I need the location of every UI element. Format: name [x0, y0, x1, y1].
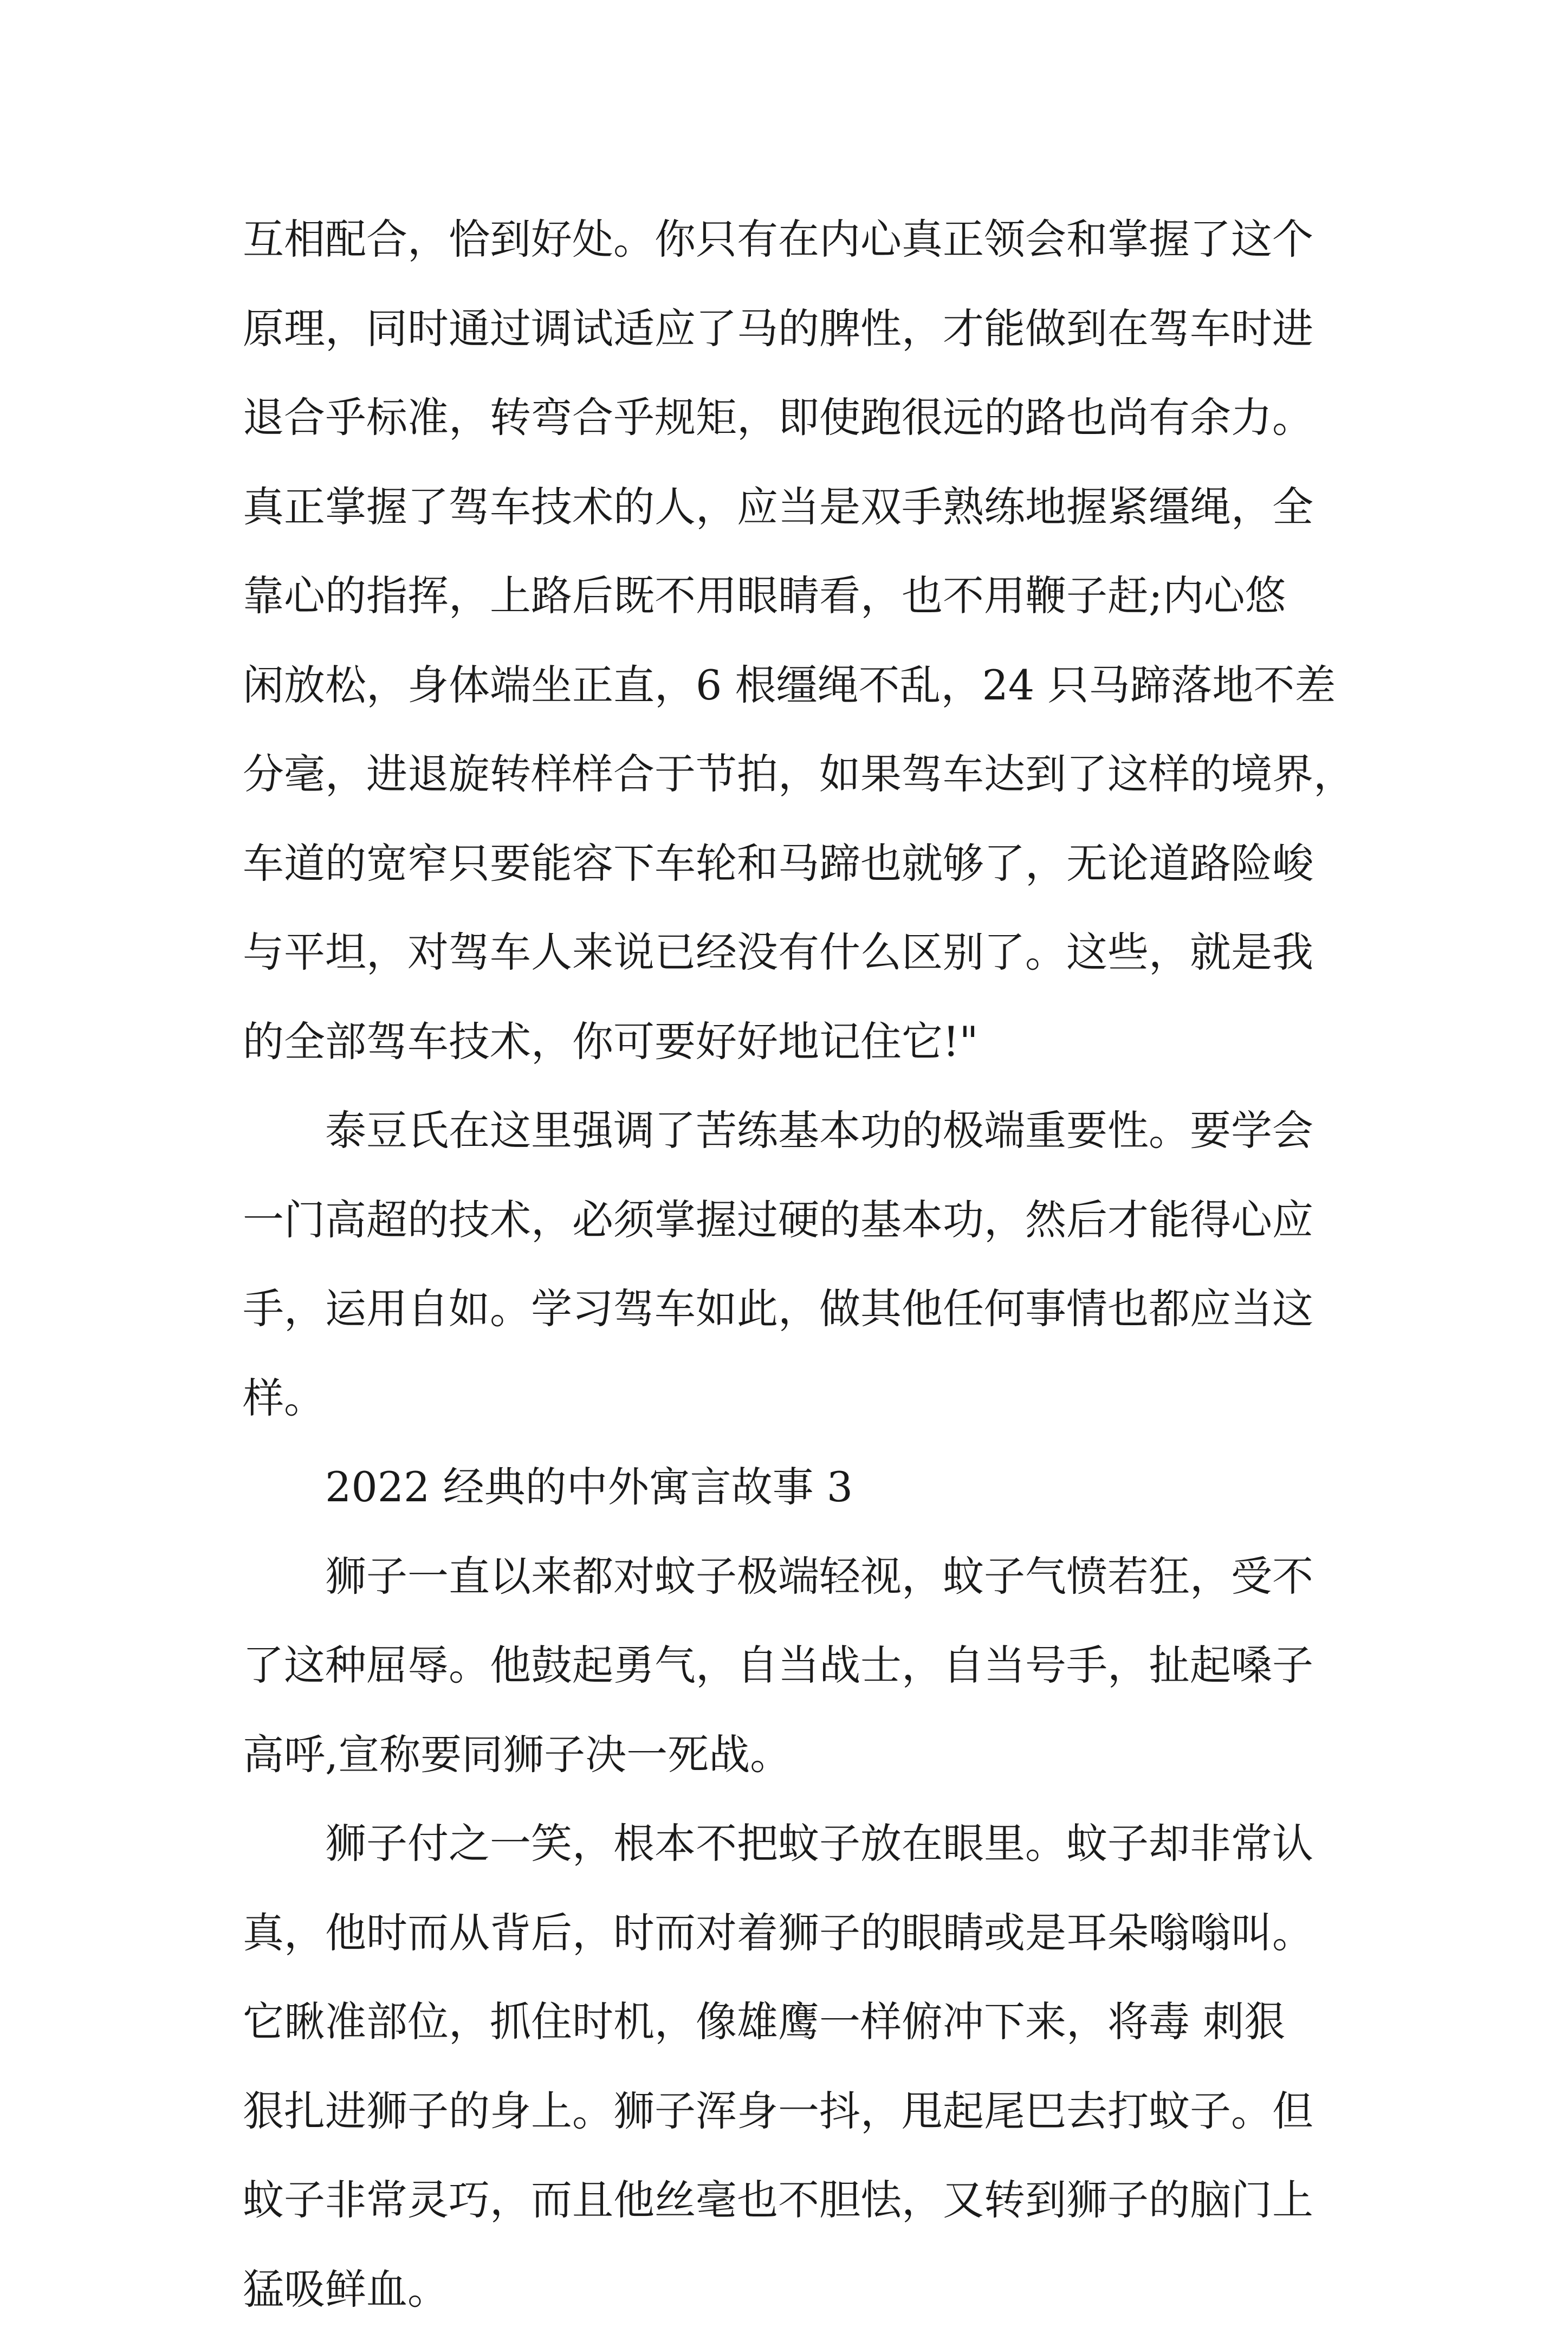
text-line: 了这种屈辱。他鼓起勇气，自当战士，自当号手，扯起嗓子 [243, 1621, 1353, 1710]
paragraph-start-line: 狮子付之一笑，根本不把蚊子放在眼里。蚊子却非常认 [243, 1799, 1353, 1889]
text-line: 样。 [243, 1354, 1353, 1443]
text-line: 真，他时而从背后，时而对着狮子的眼睛或是耳朵嗡嗡叫。 [243, 1889, 1353, 1978]
text-line: 靠心的指挥，上路后既不用眼睛看，也不用鞭子赶;内心悠 [243, 552, 1353, 641]
text-line: 车道的宽窄只要能容下车轮和马蹄也就够了，无论道路险峻 [243, 819, 1353, 909]
text-line: 高呼,宣称要同狮子决一死战。 [243, 1710, 1353, 1800]
section-heading: 2022 经典的中外寓言故事 3 [243, 1443, 1353, 1532]
text-line: 的全部驾车技术，你可要好好地记住它!" [243, 997, 1353, 1087]
paragraph-start-line: 泰豆氏在这里强调了苦练基本功的极端重要性。要学会 [243, 1086, 1353, 1176]
text-line: 蚊子非常灵巧，而且他丝毫也不胆怯，又转到狮子的脑门上 [243, 2156, 1353, 2245]
body-text [243, 195, 1353, 2334]
text-line: 一门高超的技术，必须掌握过硬的基本功，然后才能得心应 [243, 1176, 1353, 1265]
text-line: 原理，同时通过调试适应了马的脾性，才能做到在驾车时进 [243, 284, 1353, 374]
text-line: 分毫，进退旋转样样合于节拍，如果驾车达到了这样的境界， [243, 730, 1353, 819]
text-line: 猛吸鲜血。 [243, 2245, 1353, 2334]
text-line: 它瞅准部位，抓住时机，像雄鹰一样俯冲下来，将毒 刺狠 [243, 1978, 1353, 2067]
text-line: 退合乎标准，转弯合乎规矩，即使跑很远的路也尚有余力。 [243, 373, 1353, 463]
paragraph-start-line: 狮子一直以来都对蚊子极端轻视，蚊子气愤若狂，受不 [243, 1532, 1353, 1622]
text-line: 真正掌握了驾车技术的人，应当是双手熟练地握紧缰绳，全 [243, 463, 1353, 552]
text-line: 与平坦，对驾车人来说已经没有什么区别了。这些，就是我 [243, 908, 1353, 997]
text-line: 狠扎进狮子的身上。狮子浑身一抖，甩起尾巴去打蚊子。但 [243, 2067, 1353, 2156]
text-line: 闲放松，身体端坐正直，6 根缰绳不乱，24 只马蹄落地不差 [243, 641, 1353, 730]
text-line: 手，运用自如。学习驾车如此，做其他任何事情也都应当这 [243, 1265, 1353, 1354]
text-line: 互相配合，恰到好处。你只有在内心真正领会和掌握了这个 [243, 195, 1353, 284]
